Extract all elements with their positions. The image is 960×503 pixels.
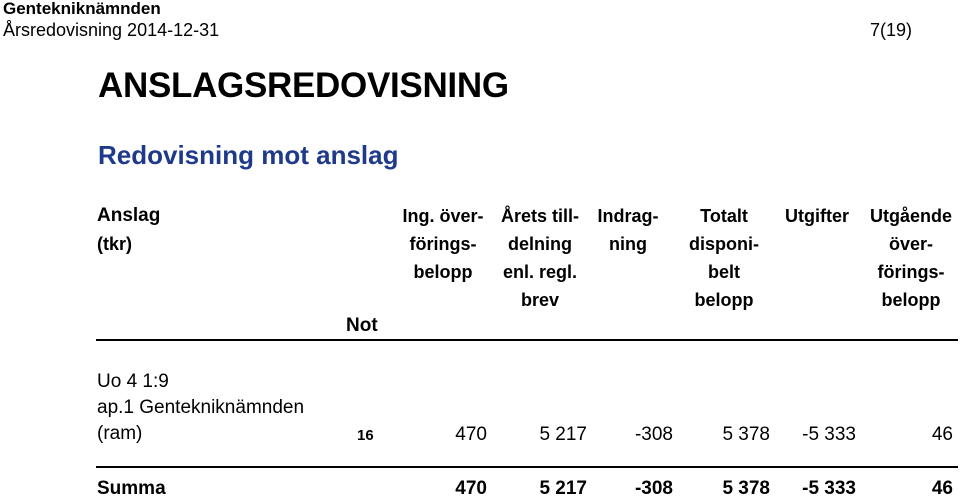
header-arets-line: delning: [507, 234, 572, 254]
header-ing-line: Ing. över-: [402, 206, 484, 226]
row-arets-value: 5 217: [539, 424, 587, 445]
header-utgifter-line: Utgifter: [785, 206, 849, 226]
header-anslag: [97, 202, 160, 258]
summa-divider: [96, 466, 958, 468]
row-indrag-value: -308: [634, 424, 673, 445]
header-ing-line: belopp: [413, 262, 473, 282]
header-divider: [96, 339, 958, 341]
row-label-line: Uo 4 1:9: [97, 371, 169, 392]
summa-label: Summa: [97, 478, 166, 499]
page-subtitle: Redovisning mot anslag: [98, 140, 399, 170]
header-ing-line: förings-: [409, 234, 477, 254]
header-totalt-line: disponi-: [689, 234, 759, 254]
page-title: ANSLAGSREDOVISNING: [98, 66, 509, 105]
row-utgaende-value: 46: [931, 424, 953, 445]
header-indrag-line: ning: [609, 234, 647, 254]
summa-arets-value: 5 217: [539, 478, 587, 499]
summa-totalt-value: 5 378: [722, 478, 770, 499]
header-arets-tilldelning: [501, 202, 579, 314]
header-indragning: [598, 202, 659, 258]
header-totalt-line: Totalt: [700, 206, 748, 226]
header-indrag-line: Indrag-: [597, 206, 659, 226]
header-anslag-line: Anslag: [97, 205, 161, 226]
header-arets-line: Årets till-: [500, 206, 580, 226]
row-label: [97, 369, 304, 447]
row-totalt-value: 5 378: [722, 424, 770, 445]
summa-indrag-value: -308: [634, 478, 673, 499]
header-ing-overforingsbelopp: [402, 202, 483, 286]
row-label-line: (ram): [97, 423, 143, 444]
header-totalt-disponibelt: [689, 202, 759, 314]
header-not: Not: [346, 315, 378, 336]
report-title: Årsredovisning 2014-12-31: [3, 20, 220, 40]
header-utgaende-line: Utgående: [869, 206, 953, 226]
header-utgaende-line: över-: [888, 234, 934, 254]
summa-utgifter-value: -5 333: [802, 478, 856, 499]
row-utgifter-value: -5 333: [802, 424, 856, 445]
summa-utgaende-value: 46: [931, 478, 953, 499]
header-anslag-line: (tkr): [97, 234, 132, 254]
row-label-line: ap.1 Gentekniknämnden: [97, 397, 305, 418]
organization-name: Gentekniknämnden: [3, 0, 161, 18]
header-utgaende-overforingsbelopp: [870, 202, 952, 314]
header-totalt-line: belopp: [694, 290, 754, 310]
header-utgaende-line: förings-: [877, 262, 945, 282]
header-arets-line: brev: [520, 290, 560, 310]
header-utgaende-line: belopp: [881, 290, 941, 310]
header-utgifter: [785, 202, 849, 230]
header-arets-line: enl. regl.: [502, 262, 578, 282]
header-totalt-line: belt: [707, 262, 740, 282]
row-note-ref: 16: [357, 427, 374, 444]
summa-ing-value: 470: [455, 478, 487, 499]
row-ing-value: 470: [455, 424, 487, 445]
page-number: 7(19): [869, 20, 912, 40]
